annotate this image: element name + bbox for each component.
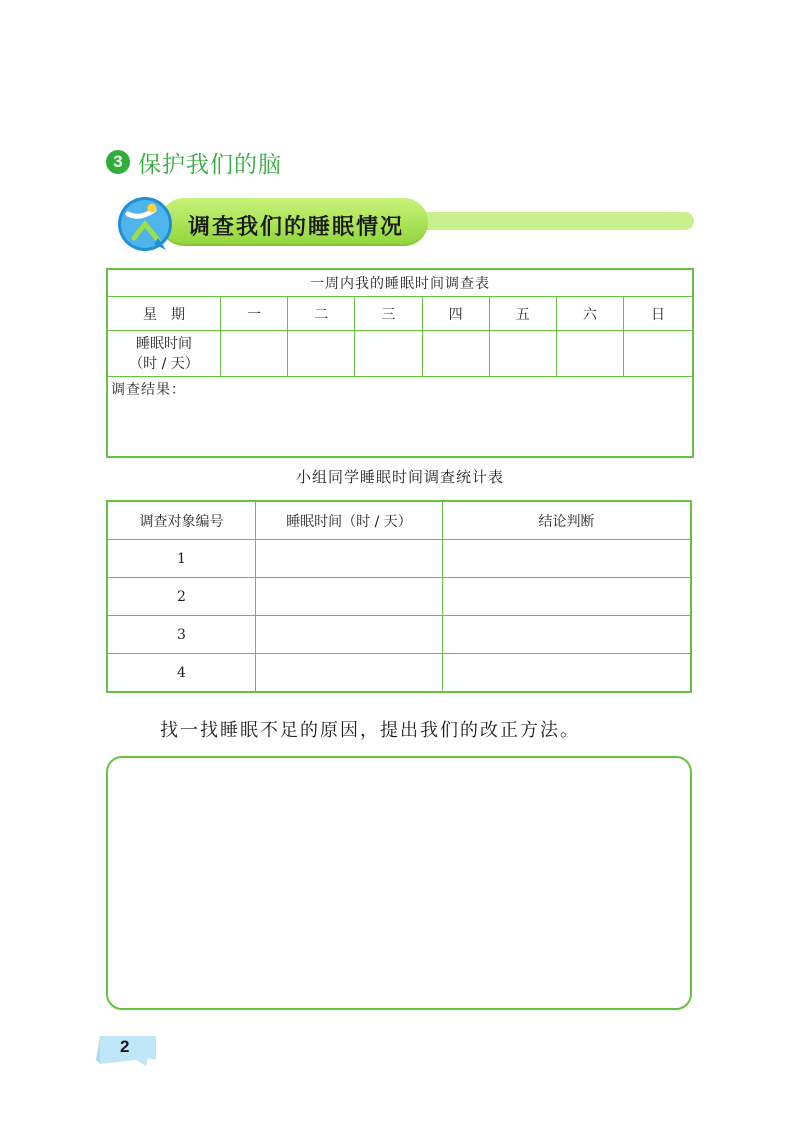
sleep-entry-cell[interactable] (556, 331, 623, 377)
sleep-entry-cell[interactable] (422, 331, 489, 377)
sleep-time-label (107, 331, 221, 377)
section-title: 保护我们的脑 (138, 152, 282, 178)
sleep-time-label-line2: （时 / 天） (129, 355, 199, 372)
subject-number: 2 (107, 578, 256, 616)
activity-person-icon (114, 194, 176, 254)
sleep-entry-cell[interactable] (256, 654, 443, 693)
column-header: 结论判断 (443, 501, 692, 540)
subject-number: 4 (107, 654, 256, 693)
group-table-title: 小组同学睡眠时间调查统计表 (295, 468, 504, 486)
conclusion-cell[interactable] (443, 578, 692, 616)
subject-number: 3 (107, 616, 256, 654)
conclusion-cell[interactable] (443, 616, 692, 654)
survey-result-cell[interactable] (107, 377, 693, 458)
conclusion-cell[interactable] (443, 654, 692, 693)
survey-result-label: 调查结果： (111, 382, 186, 398)
day-cell: 三 (355, 297, 422, 331)
weekly-table-title: 一周内我的睡眠时间调查表 (107, 269, 693, 297)
page-number: 2 (120, 1037, 130, 1056)
day-cell: 日 (624, 297, 693, 331)
sleep-time-label-line1: 睡眠时间 (136, 335, 192, 352)
day-cell: 五 (489, 297, 556, 331)
table-row (107, 540, 691, 578)
sleep-entry-cell[interactable] (221, 331, 288, 377)
sleep-entry-cell[interactable] (355, 331, 422, 377)
table-row (107, 616, 691, 654)
day-cell: 四 (422, 297, 489, 331)
sleep-entry-cell[interactable] (256, 616, 443, 654)
day-cell: 一 (221, 297, 288, 331)
column-header: 睡眠时间（时 / 天） (256, 501, 443, 540)
sleep-entry-cell[interactable] (256, 540, 443, 578)
sleep-entry-cell[interactable] (624, 331, 693, 377)
weekly-sleep-table (106, 268, 694, 458)
day-cell: 六 (556, 297, 623, 331)
sleep-entry-cell[interactable] (489, 331, 556, 377)
section-number-badge: 3 (106, 150, 130, 174)
banner-title: 调查我们的睡眠情况 (188, 215, 405, 240)
sleep-entry-cell[interactable] (288, 331, 355, 377)
table-row (107, 578, 691, 616)
table-row (107, 654, 691, 693)
conclusion-cell[interactable] (443, 540, 692, 578)
column-header: 调查对象编号 (107, 501, 256, 540)
activity-prompt: 找一找睡眠不足的原因，提出我们的改正方法。 (160, 720, 580, 741)
group-sleep-table (106, 500, 692, 693)
sleep-entry-cell[interactable] (256, 578, 443, 616)
answer-box[interactable] (106, 756, 692, 1010)
subject-number: 1 (107, 540, 256, 578)
week-label: 星 期 (107, 297, 221, 331)
day-cell: 二 (288, 297, 355, 331)
